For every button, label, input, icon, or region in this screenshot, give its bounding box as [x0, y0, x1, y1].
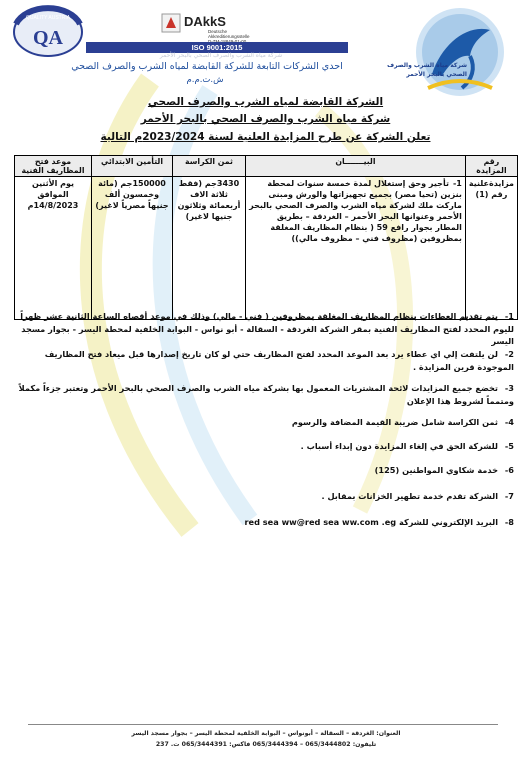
company-email[interactable]: red sea ww@red sea ww.com .eg: [244, 517, 397, 527]
term-item: 6-خدمة شكاوي المواطنين (125): [374, 465, 514, 475]
table-row: [15, 177, 518, 320]
subsidiary-strip: شركة مياه الشرب والصرف الصحي بالبحر الأحمر: [159, 52, 283, 59]
header-booklet-price: ثمن الكراسة: [173, 156, 246, 177]
term-item: 1-يتم تقديم العطاءات بنظام المظاريف المغلقة بمظروفين ( فني - مالي) وذلك في موعد أقصاه الساعة الثانية عشر ظهراً لليوم المحدد لفتح المظاريف الفنية بمقر الشركة الغردقة - السقالة - أبو نواس - البوابة الخلفية لمحطة اليسر - بجوار مسجد اليسر: [20, 311, 514, 346]
dakks-logo: [160, 12, 280, 44]
footer-address: العنوان: الغردقة – السقالة – أبونواس – البوابة الخلفية لمحطة اليسر – بجوار مسجد اليسر: [131, 730, 401, 737]
dolphin-icon: [372, 4, 522, 104]
qa-certification-logo: [10, 2, 88, 58]
header-auction-number: رقم المزايدة: [465, 156, 517, 177]
footer-phones: تليفون: 065/3444802 – 065/3444394 فاكس: 065/3444391 ت. 237: [155, 741, 377, 748]
term-item: 7-الشركة تقدم خدمة تطهير الخزانات بمقابل .: [321, 491, 514, 501]
cell-description: [246, 177, 466, 320]
title-holding-company: الشركة القابضة لمياه الشرب والصرف الصحي: [147, 96, 384, 108]
holding-affiliation-text: احدي الشركات التابعة للشركة القابضة لمياه الشرب والصرف الصحي: [71, 61, 343, 72]
table-header-row: [15, 156, 518, 177]
title-company: شركة مياه الشرب والصرف الصحي بالبحر الأحمر: [140, 113, 391, 125]
company-legal-form: ش.ت.م.م: [186, 75, 224, 85]
logo-text-line2: الصحي بالبحر الأحمر: [406, 71, 467, 78]
logo-text-line1: شركة مياه الشرب والصرف: [387, 62, 467, 69]
company-logo: [372, 4, 522, 104]
term-item: 3-تخضع جميع المزايدات لائحة المشتريات المعمول بها بشركة مياه الشرب والصرف الصحي بالبحر الأحمر وتعتبر جزءاً مكملاً ومتمماً لشروط هذا الإعلان: [18, 383, 514, 406]
item-number: 1-: [452, 179, 462, 188]
title-announcement: تعلن الشركة عن طرح المزايدة العلنية لسنة 2023/2024م التالية: [100, 131, 431, 143]
term-item: 5-للشركة الحق في إلغاء المزايدة دون إبداء أسباب .: [300, 441, 514, 451]
auction-table: [14, 155, 518, 320]
dakks-subtitle: Deutsche Akkreditierungsstelle: [208, 29, 250, 39]
cell-booklet-price: 3430جم (فقط ثلاثة الاف أربعمائة وثلاثون جنيها لاغير): [173, 177, 246, 320]
dakks-emblem-icon: [160, 12, 182, 34]
footer-divider: [28, 724, 498, 725]
header-opening-date: موعد فتح المظاريف الفنية: [15, 156, 92, 177]
cell-opening-date: يوم الأثنين الموافق 14/8/2023م: [15, 177, 92, 320]
dakks-name: DAkkS: [184, 14, 226, 29]
iso-certificate-bar: ISO 9001:2015: [86, 42, 348, 53]
cell-initial-insurance: 150000جم (مائة وخمسون ألف جنيهاً مصرياً لاغير): [92, 177, 173, 320]
header-description: البيـــــــان: [246, 156, 466, 177]
qa-arc-text: QUALITY AUSTRIA: [25, 15, 71, 21]
qa-logo-text: QA: [33, 27, 63, 49]
term-item: 2-لن يلتفت إلي اي عطاء يرد بعد الموعد المحدد لفتح المظاريف حتي لو كان تاريخ إصدارها قبل ميعاد فتح المظاريف الموجودة قرين المزايدة .: [44, 349, 514, 372]
term-item: 4-ثمن الكراسة شامل ضريبة القيمة المضافة والرسوم: [291, 417, 514, 427]
cell-auction-number: مزايدةعلنية رقم (1): [465, 177, 517, 320]
item-description-text: تأجير وحق إستغلال لمدة خمسة سنوات لمحطة بنزين (تحيا مصر) بجميع تجهيزاتها والورش ومبنى ماركت ملك لشركة مياه الشرب والصرف الصحي بالبحر الأحمر وعنوانها البحر الأحمر – الغردقة – بطريق المطار بجوار رافع 59 ( بنظام المظاريف المغلقة بمظروفين (مظروف فني – مظروف مالي)): [249, 179, 462, 243]
header-initial-insurance: التأمين الابتدائي: [92, 156, 173, 177]
term-item: 8-البريد الإلكتروني للشركة red sea ww@red sea ww.com .eg: [244, 517, 514, 527]
